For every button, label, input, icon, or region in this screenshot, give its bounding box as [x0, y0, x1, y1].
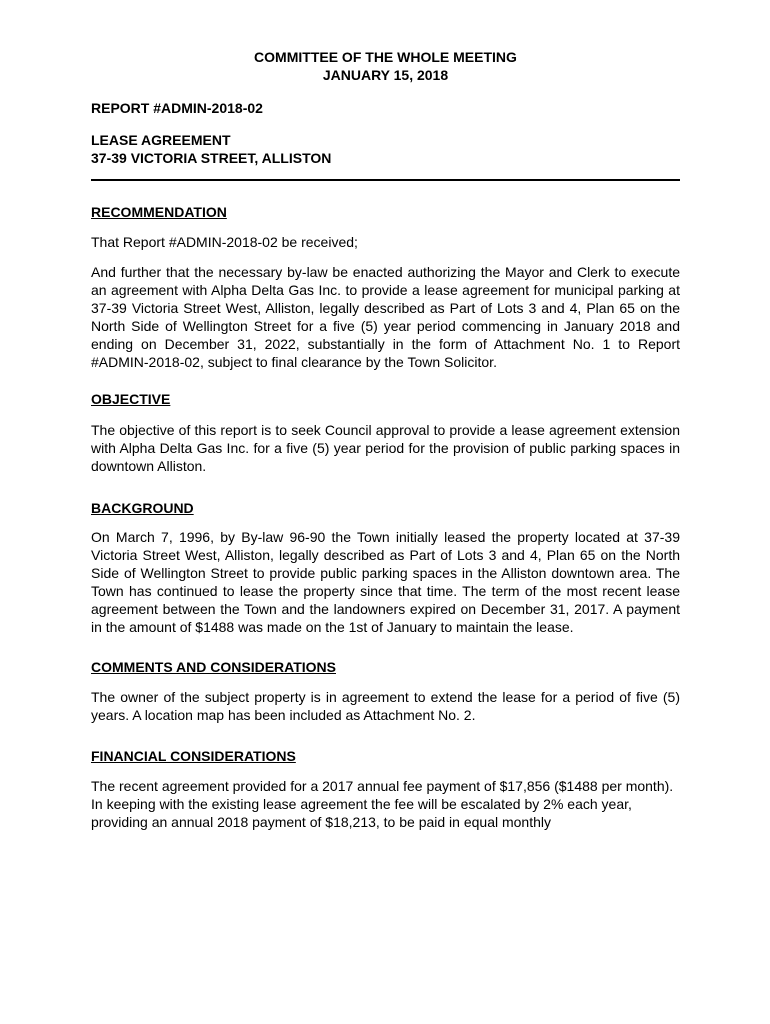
report-id: REPORT #ADMIN-2018-02: [91, 100, 263, 116]
recommendation-heading: RECOMMENDATION: [91, 204, 227, 220]
financial-paragraph: The recent agreement provided for a 2017 annual fee payment of $17,856 ($1488 per month). In keeping with the existing lease agreement the fee will be escalated by 2% each year, providing an annual 2018 payment of $18,213, to be paid in equal monthly: [91, 778, 674, 830]
objective-heading: OBJECTIVE: [91, 391, 171, 407]
document-page: [91, 48, 680, 831]
meeting-date: JANUARY 15, 2018: [322, 67, 449, 83]
subject-line-2: 37-39 VICTORIA STREET, ALLISTON: [91, 150, 332, 166]
comments-heading: COMMENTS AND CONSIDERATIONS: [91, 659, 336, 675]
subject-heading: [91, 131, 680, 167]
recommendation-paragraph-2: And further that the necessary by-law be enacted authorizing the Mayor and Clerk to execute an agreement with Alpha Delta Gas Inc. to provide a lease agreement for municipal parking at 37-39 Victoria Street West, Alliston, legally described as Part of Lots 3 and 4, Plan 65 on the North Side of Wellington Street for a five (5) year period commencing in January 2018 and ending on December 31, 2022, substantially in the form of Attachment No. 1 to Report #ADMIN-2018-02, subject to final clearance by the Town Solicitor.: [91, 264, 680, 370]
background-paragraph: On March 7, 1996, by By-law 96-90 the Town initially leased the property located at 37-39 Victoria Street West, Alliston, legally described as Part of Lots 3 and 4, Plan 65 on the North Side of Wellington Street to provide public parking spaces in the Alliston downtown area. The Town has continued to lease the property since that time. The term of the most recent lease agreement between the Town and the landowners expired on December 31, 2017. A payment in the amount of $1488 was made on the 1st of January to maintain the lease.: [91, 529, 680, 635]
background-heading: BACKGROUND: [91, 500, 194, 516]
meeting-title: COMMITTEE OF THE WHOLE MEETING: [254, 49, 517, 65]
objective-paragraph: The objective of this report is to seek Council approval to provide a lease agreement extension with Alpha Delta Gas Inc. for a five (5) year period for the provision of public parking spaces in downtown Alliston.: [91, 422, 680, 474]
comments-paragraph: The owner of the subject property is in agreement to extend the lease for a period of five (5) years. A location map has been included as Attachment No. 2.: [91, 689, 680, 723]
financial-heading: FINANCIAL CONSIDERATIONS: [91, 748, 296, 764]
subject-line-1: LEASE AGREEMENT: [91, 132, 231, 148]
header-divider: [91, 179, 680, 181]
recommendation-paragraph-1: That Report #ADMIN-2018-02 be received;: [91, 234, 358, 250]
